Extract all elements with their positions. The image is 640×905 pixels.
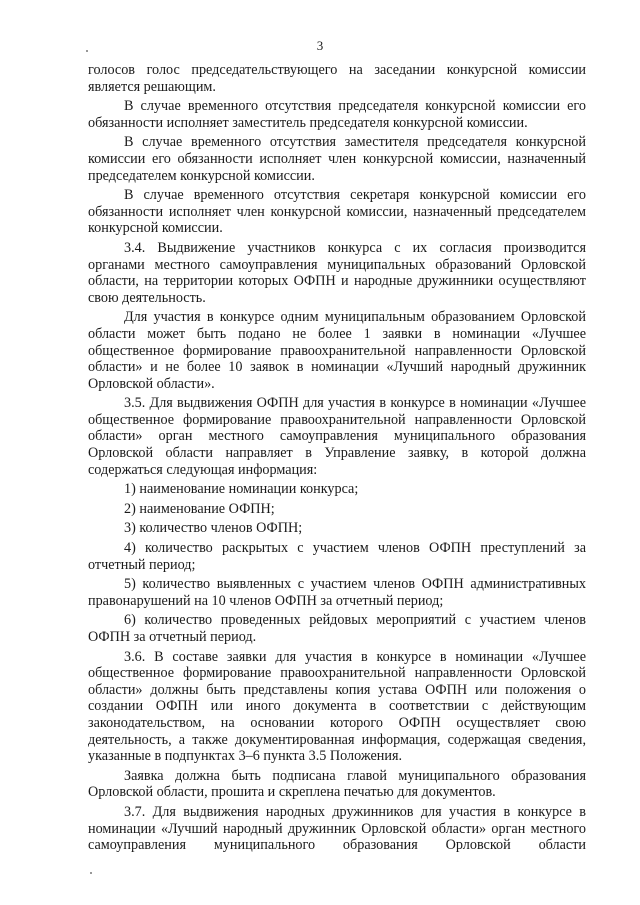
paragraph: Заявка должна быть подписана главой муниципального образования Орловской области, прошита и скреплена печатью для документов. xyxy=(88,767,586,801)
paragraph: 3.5. Для выдвижения ОФПН для участия в конкурсе в номинации «Лучшее общественное формирование правоохранительной направленности Орловской области» орган местного самоуправления муниципального образования Орловской области направляет в Управление заявку, в которой должна содержаться следующая информация: xyxy=(88,395,586,478)
document-body xyxy=(88,62,586,857)
paragraph: В случае временного отсутствия секретаря конкурсной комиссии его обязанности исполняет член конкурсной комиссии, назначенный председателем конкурсной комиссии. xyxy=(88,187,586,237)
paragraph: 3.6. В составе заявки для участия в конкурсе в номинации «Лучшее общественное формирование правоохранительной направленности Орловской области» должны быть представлены копия устава ОФПН или положения о создании ОФПН или иного документа в соответствии с действующим законодательством, на основании которого ОФПН осуществляет свою деятельность, а также документированная информация, содержащая сведения, указанные в подпунктах 3–6 пункта 3.5 Положения. xyxy=(88,648,586,765)
paragraph: Для участия в конкурсе одним муниципальным образованием Орловской области может быть подано не более 1 заявки в номинации «Лучшее общественное формирование правоохранительной направленности Орловской области» и не более 10 заявок в номинации «Лучший народный дружинник Орловской области». xyxy=(88,309,586,392)
list-item: 3) количество членов ОФПН; xyxy=(124,520,303,537)
list-item: 1) наименование номинации конкурса; xyxy=(124,481,359,498)
list-item: 2) наименование ОФПН; xyxy=(124,500,275,517)
list-item: 6) количество проведенных рейдовых мероприятий с участием членов ОФПН за отчетный период. xyxy=(88,612,586,645)
paragraph: В случае временного отсутствия председателя конкурсной комиссии его обязанности исполняет заместитель председателя конкурсной комиссии. xyxy=(88,98,586,131)
paragraph: 3.7. Для выдвижения народных дружинников для участия в конкурсе в номинации «Лучший народный дружинник Орловской области» орган местного самоуправления муниципального образования Орловской области xyxy=(88,803,586,854)
paragraph: 3.4. Выдвижение участников конкурса с их согласия производится органами местного самоуправления муниципальных образований Орловской области, на территории которых ОФПН и народные дружинники осуществляют свою деятельность. xyxy=(88,239,586,306)
paragraph: В случае временного отсутствия заместителя председателя конкурсной комиссии его обязанности исполняет член конкурсной комиссии, назначенный председателем конкурсной комиссии. xyxy=(88,134,586,184)
paragraph: голосов голос председательствующего на заседании конкурсной комиссии является решающим. xyxy=(88,62,586,95)
scan-speck xyxy=(86,50,88,52)
page-number: 3 xyxy=(316,38,324,53)
list-item: 4) количество раскрытых с участием членов ОФПН преступлений за отчетный период; xyxy=(88,540,586,573)
scan-speck xyxy=(90,872,92,874)
list-item: 5) количество выявленных с участием членов ОФПН административных правонарушений на 10 членов ОФПН за отчетный период; xyxy=(88,576,586,609)
